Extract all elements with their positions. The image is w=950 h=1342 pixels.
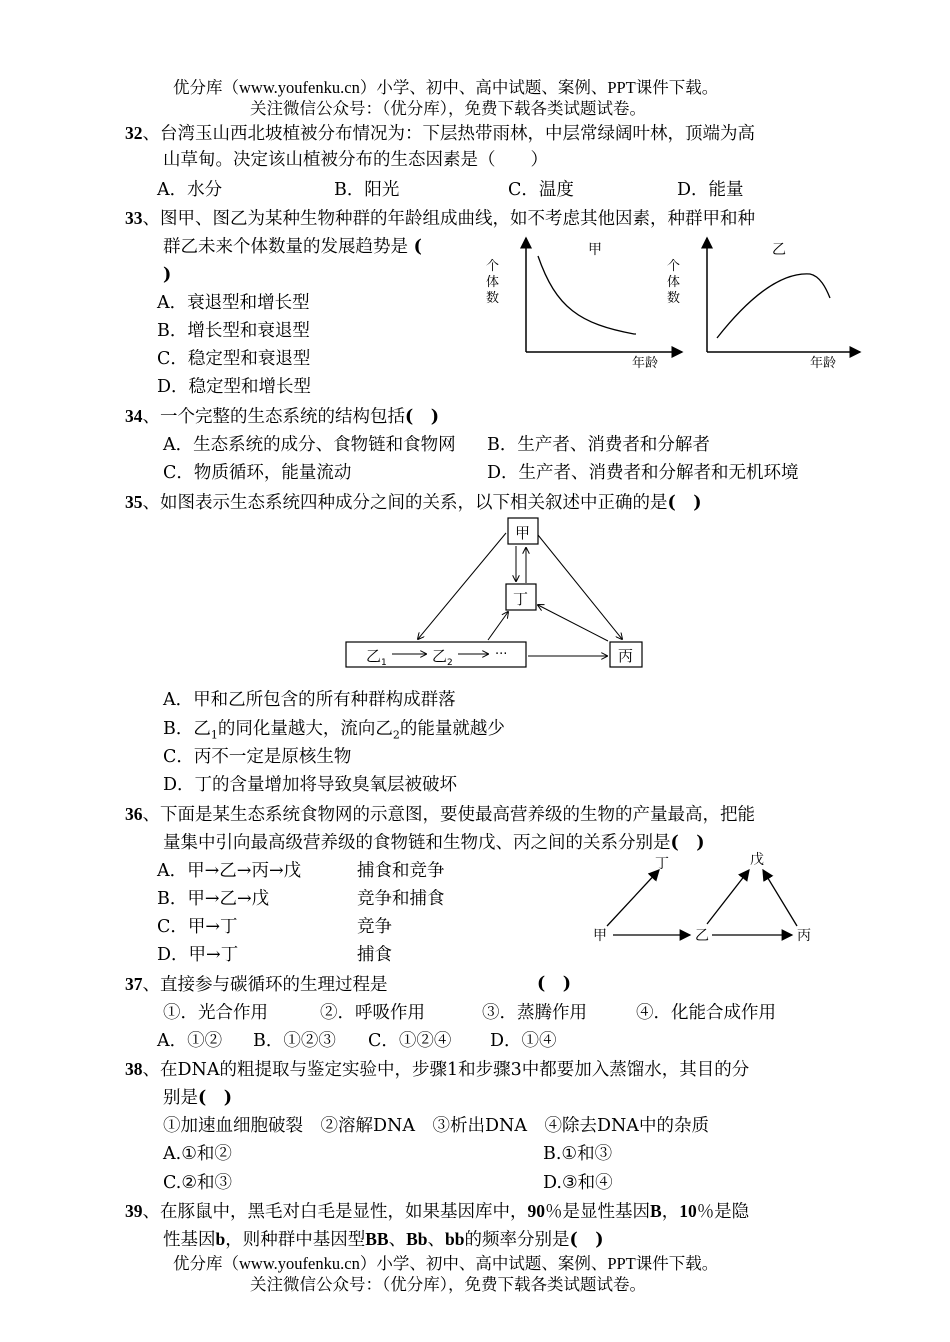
q34-option-c: C．物质循环，能量流动 — [163, 463, 352, 483]
q34-line1 — [125, 405, 439, 428]
q34-paren: ( ) — [405, 407, 440, 427]
q39-paren: ( ) — [569, 1230, 604, 1250]
footer-line-2: 关注微信公众号：（优分库），免费下载各类试题试卷。 — [250, 1275, 646, 1294]
q36-relation-c: 竞争 — [357, 917, 392, 937]
q36-food-web — [585, 840, 825, 950]
q35-option-d: D．丁的含量增加将导致臭氧层被破坏 — [163, 775, 458, 795]
q37-line1 — [125, 973, 388, 996]
q36-text2: 量集中引向最高级营养级的食物链和生物戊、丙之间的关系分别是 — [163, 833, 671, 853]
q37-number: 37 — [125, 974, 143, 994]
q36-number: 36 — [125, 804, 143, 824]
g1-title: 甲 — [588, 242, 602, 258]
q35-text1: 、如图表示生态系统四种成分之间的关系，以下相关叙述中正确的是 — [142, 493, 668, 513]
q36-relation-a: 捕食和竞争 — [357, 861, 445, 881]
q38-number: 38 — [125, 1059, 143, 1079]
web-ding: 丁 — [655, 856, 669, 872]
q33-line2 — [163, 236, 422, 258]
q35-paren: ( ) — [667, 493, 702, 513]
chain-yi1: 乙$_1$ — [366, 647, 387, 668]
q37-text1: 、直接参与碳循环的生理过程是 — [142, 975, 388, 995]
q33-option-c: C．稳定型和衰退型 — [157, 349, 311, 369]
q37-item-1: ①．光合作用 — [163, 1003, 268, 1023]
node-ding: 丁 — [513, 590, 529, 608]
q35-option-c: C．丙不一定是原核生物 — [163, 747, 352, 767]
q38-option-d: D.③和④ — [543, 1173, 613, 1193]
arrow-yi-ding — [488, 612, 508, 640]
q34-option-a: A．生态系统的成分、食物链和食物网 — [163, 435, 456, 455]
q38-text2: 别是 — [163, 1088, 198, 1108]
q36-option-a: A．甲→乙→丙→戊 — [157, 861, 302, 881]
web-arrow-bing-wu — [763, 870, 797, 926]
q32-text1: 、台湾玉山西北坡植被分布情况为：下层热带雨林，中层常绿阔叶林，顶端为高 — [142, 124, 755, 144]
web-arrow-yi-wu — [707, 870, 749, 924]
web-bing: 丙 — [797, 928, 811, 944]
node-jia: 甲 — [515, 524, 531, 542]
q36-option-c: C．甲→丁 — [157, 917, 238, 937]
q35-diagram — [340, 515, 650, 673]
q33-line1 — [125, 207, 755, 230]
q36-relation-d: 捕食 — [357, 945, 392, 965]
q38-line2 — [163, 1087, 232, 1109]
q38-items: ①加速血细胞破裂 ②溶解DNA ③析出DNA ④除去DNA中的杂质 — [163, 1116, 709, 1136]
q33-number: 33 — [125, 208, 143, 228]
g2-title: 乙 — [772, 242, 786, 258]
q38-option-c: C.②和③ — [163, 1173, 233, 1193]
chain-yi2: 乙$_2$ — [432, 647, 453, 668]
q39-line2: 性基因b，则种群中基因型BB、Bb、bb的频率分别是( ) — [163, 1229, 604, 1250]
q33-option-b: B．增长型和衰退型 — [157, 321, 310, 341]
q37-item-2: ②．呼吸作用 — [320, 1003, 425, 1023]
q36-paren: ( ) — [670, 833, 705, 853]
q32-number: 32 — [125, 123, 143, 143]
q39-number: 39 — [125, 1201, 143, 1221]
web-yi: 乙 — [695, 928, 709, 944]
q37-option-c: C．①②④ — [368, 1031, 452, 1051]
q39-line1: 39、在豚鼠中，黑毛对白毛是显性，如果基因库中，90％是显性基因B，10％是隐 — [125, 1201, 750, 1222]
arrow-bing-ding — [538, 605, 608, 641]
q37-option-b: B．①②③ — [253, 1031, 336, 1051]
q33-paren-open: ( — [413, 237, 422, 257]
node-bing: 丙 — [618, 647, 634, 665]
q38-option-a: A.①和② — [163, 1144, 232, 1164]
g1-curve — [538, 256, 636, 334]
q38-option-b: B.①和③ — [543, 1144, 613, 1164]
q32-line2: 山草甸。决定该山植被分布的生态因素是（ ） — [163, 150, 548, 170]
q32-option-a: A．水分 — [157, 180, 223, 200]
q33-option-a: A．衰退型和增长型 — [157, 293, 310, 313]
q38-text1: 、在DNA的粗提取与鉴定实验中，步骤1和步骤3中都要加入蒸馏水，其目的分 — [142, 1060, 750, 1080]
q36-relation-b: 竞争和捕食 — [357, 889, 445, 909]
q34-text1: 、一个完整的生态系统的结构包括 — [142, 407, 405, 427]
q38-line1 — [125, 1058, 749, 1081]
web-wu: 戊 — [750, 852, 764, 868]
q35-option-b: B．乙$_1$的同化量越大，流向乙$_2$的能量就越少 — [163, 719, 505, 742]
arrow-jia-yi — [418, 533, 506, 639]
q34-option-b: B．生产者、消费者和分解者 — [487, 435, 710, 455]
q37-item-3: ③．蒸腾作用 — [482, 1003, 587, 1023]
q37-option-a: A．①② — [157, 1031, 223, 1051]
arrow-jia-bing — [538, 535, 622, 639]
footer-line-1: 优分库（www.youfenku.cn）小学、初中、高中试题、案例、PPT课件下载。 — [173, 1254, 719, 1273]
q32-option-b: B．阳光 — [334, 180, 400, 200]
q33-option-d: D．稳定型和增长型 — [157, 377, 312, 397]
q34-option-d: D．生产者、消费者和分解者和无机环境 — [487, 463, 799, 483]
header-line-1: 优分库（www.youfenku.cn）小学、初中、高中试题、案例、PPT课件下载。 — [173, 78, 719, 97]
q36-option-b: B．甲→乙→戊 — [157, 889, 270, 909]
g1-ylabel: 个体数 — [486, 259, 500, 306]
q36-line1 — [125, 803, 755, 826]
chain-dots: ··· — [495, 647, 508, 662]
q32-option-c: C．温度 — [508, 180, 574, 200]
q33-text2: 群乙未来个体数量的发展趋势是 — [163, 237, 408, 257]
g1-xlabel: 年龄 — [632, 356, 659, 371]
header-line-2: 关注微信公众号：（优分库），免费下载各类试题试卷。 — [250, 99, 646, 118]
g2-curve — [717, 274, 830, 338]
q37-paren: ( ) — [537, 974, 572, 994]
q37-option-d: D．①④ — [490, 1031, 557, 1051]
web-jia: 甲 — [593, 928, 607, 944]
g2-ylabel: 个体数 — [667, 259, 681, 306]
q36-option-d: D．甲→丁 — [157, 945, 239, 965]
q33-paren-close: ) — [163, 265, 172, 285]
q35-option-a: A．甲和乙所包含的所有种群构成群落 — [163, 690, 456, 710]
q36-text1: 、下面是某生态系统食物网的示意图，要使最高营养级的生物的产量最高，把能 — [142, 805, 755, 825]
q33-text1: 、图甲、图乙为某种生物种群的年龄组成曲线，如不考虑其他因素，种群甲和种 — [142, 209, 755, 229]
g2-xlabel: 年龄 — [810, 356, 837, 371]
q32-line1 — [125, 122, 755, 145]
q37-item-4: ④．化能合成作用 — [636, 1003, 776, 1023]
q38-paren: ( ) — [198, 1088, 233, 1108]
q32-option-d: D．能量 — [677, 180, 744, 200]
web-arrow-jia-ding — [607, 870, 659, 926]
q34-number: 34 — [125, 406, 143, 426]
q33-graphs — [470, 228, 870, 374]
q35-number: 35 — [125, 492, 143, 512]
q35-line1 — [125, 491, 702, 514]
